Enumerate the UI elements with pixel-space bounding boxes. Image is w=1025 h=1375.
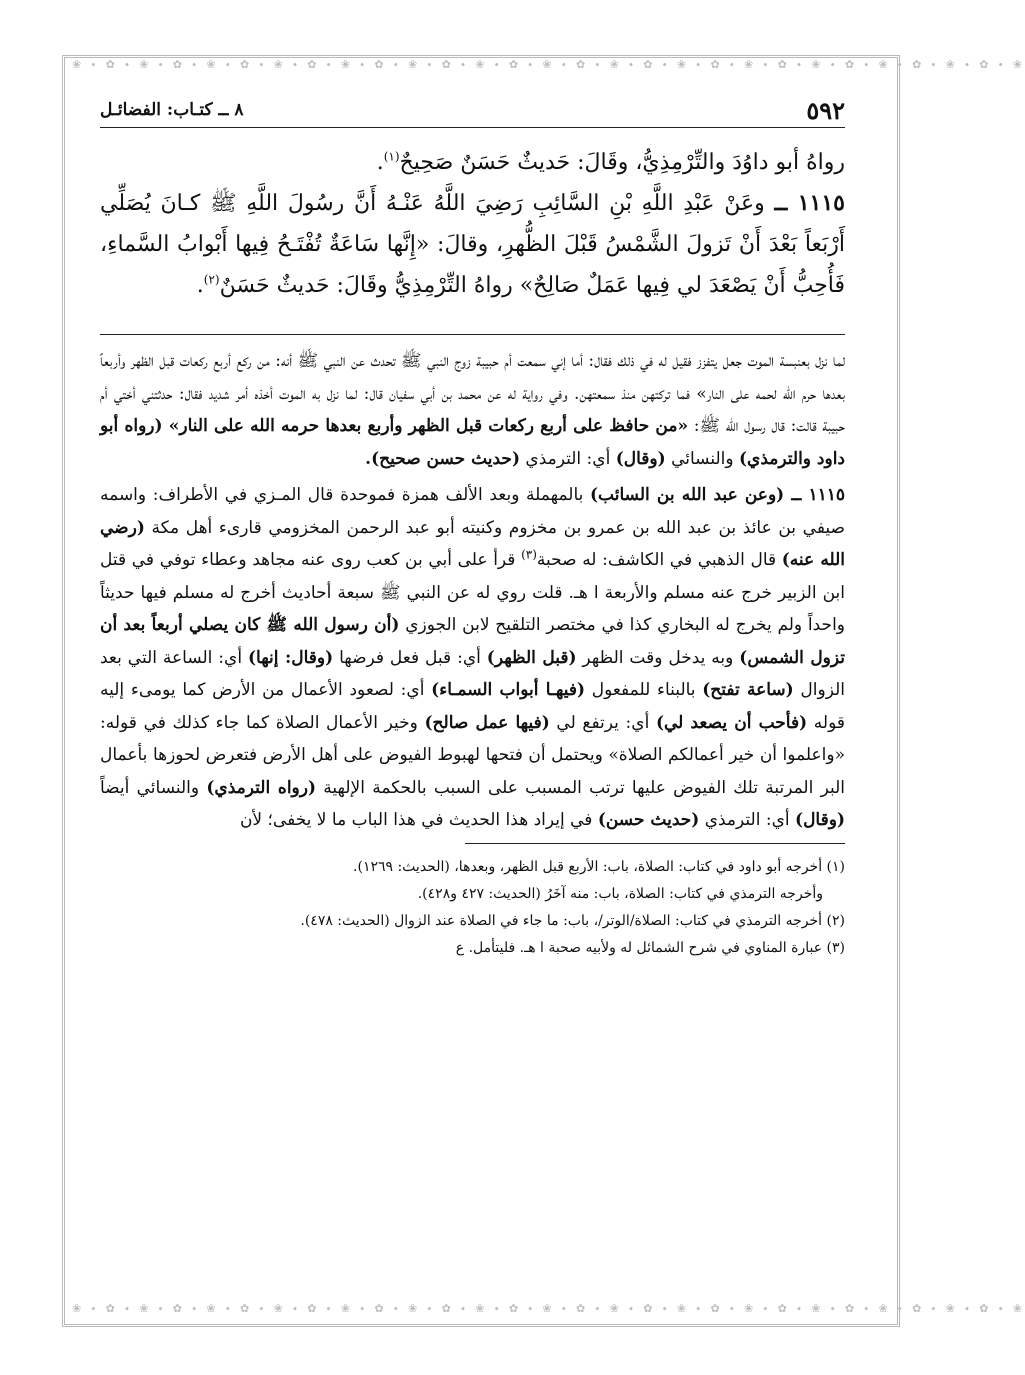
c2a: ١١١٥ ــ (وعن عبد الله بن السائب) bbox=[590, 485, 845, 505]
main-line-1-end: . bbox=[376, 150, 384, 175]
c2w: أي: الترمذي bbox=[704, 810, 790, 830]
footnote-ref-1[interactable]: (١) bbox=[383, 149, 400, 164]
c2p: (فأحب أن يصعد لي) bbox=[655, 712, 808, 733]
c2j: (وقال: إنها) bbox=[248, 647, 334, 668]
c2l: (ساعة تفتح) bbox=[702, 680, 794, 700]
hadith-number: ١١١٥ ــ bbox=[774, 190, 845, 216]
c2o: أي: لصعود الأعمال من الأرض كما يومىء إليه قوله bbox=[100, 680, 845, 733]
c2u: والنسائي أيضاً bbox=[100, 777, 200, 798]
footnote-separator bbox=[465, 843, 845, 844]
c2v: (وقال) bbox=[795, 810, 845, 830]
footnotes bbox=[100, 854, 845, 962]
hadith-text: وعَنْ عَبْدِ اللَّهِ بْنِ السَّائِبِ رَضِيَ اللَّهُ عَنْـهُ أَنَّ رسُولَ اللَّهِ ﷺ كـانَ يُصَلِّي أَرْبَعاً بَعْدَ أَنْ تَزولَ الشَّمْسُ قَبْلَ الظُّهرِ، وقالَ: «إِنَّها سَاعَةٌ تُفْتَـحُ فِيها أَبْوابُ السَّماءِ، فَأُحِبُّ أَنْ يَصْعَدَ لي فِيها عَمَلٌ صَالِحٌ» رواهُ التِّرْمِذِيُّ وقَالَ: حَديثٌ حَسَنٌ bbox=[100, 191, 845, 298]
c1a: لما نزل بعنبسة الموت جعل يتفزز فقيل له في ذلك فقال: أما إني سمعت أم حبيبة زوج النبي ﷺ تحدث عن النبي ﷺ أنه: من ركع أربع ركعات قبل الظهر وأربعاً بعدها حرم الله لحمه على النار» فما تركتهن منذ سمعتهن. وفي رواية له عن محمد بن أبي سفيان قال: لما نزل به الموت أخذه أمر شديد فقال: حدثتني أختي أم حبيبة قالت: قال رسول الله ﷺ: bbox=[100, 351, 846, 436]
main-line-1-text: رواهُ أبو داوُدَ والتِّرْمِذِيُّ، وقَالَ: حَديثٌ حَسَنٌ صَحِيحٌ bbox=[399, 150, 845, 175]
c2i: أي: قبل فعل فرضها bbox=[339, 647, 481, 668]
c1e: أي: الترمذي bbox=[525, 448, 611, 469]
footnote-1-continued: وأخرجه الترمذي في كتاب: الصلاة، باب: منه آخَرُ (الحديث: ٤٢٧ و٤٢٨). bbox=[417, 885, 823, 902]
c2s: وخير الأعمال الصلاة كما جاء كذلك في قوله: «واعلموا أن خير أعمالكم الصلاة» ويحتمل أن فتحها لهبوط الفيوض على أهل الأرض فتعرض لحوزها بأعمال البر المرتبة تلك الفيوض عليها ترتب المسبب على السبب بالحكمة الإلهية bbox=[100, 712, 845, 798]
c2g: وبه يدخل وقت الظهر bbox=[582, 647, 734, 668]
running-header bbox=[100, 95, 845, 128]
c2n: (فيهـا أبواب السمـاء) bbox=[431, 680, 585, 700]
c2h: (قبل الظهر) bbox=[486, 647, 577, 668]
c2m: بالبناء للمفعول bbox=[591, 680, 696, 700]
bottom-ornament-border: ❀ ∙ ✿ ∙ ❀ ∙ ✿ ∙ ❀ ∙ ✿ ∙ ❀ ∙ ✿ ∙ ❀ ∙ ✿ ∙ ❀ ∙ ✿ ∙ ❀ ∙ ✿ ∙ ❀ ∙ ✿ ∙ ❀ ∙ ✿ ∙ ❀ ∙ ✿ ∙ ❀ ∙ ✿ ∙ ❀ ∙ ✿ ∙ ❀ ∙ ✿ ∙ ❀ ∙ ✿ ∙ ❀ bbox=[72, 1302, 1025, 1315]
page-content bbox=[100, 95, 845, 962]
c2f: (أن رسول الله ﷺ كان يصلي أربعاً بعد أن تزول الشمس) bbox=[100, 615, 845, 668]
c1b: «من حافظ على أربع ركعات قبل الظهر وأربع بعدها حرمه الله على النار» (رواه أبو داود والترمذي) bbox=[100, 416, 845, 469]
book-title: ٨ ــ كتـاب: الفضائـل bbox=[100, 100, 244, 120]
hadith-main-text bbox=[100, 142, 845, 306]
footnote-ref-3[interactable]: (٣) bbox=[521, 547, 537, 562]
c2e: قرأ على أبي بن كعب روى عنه مجاهد وعطاء توفي في قتل ابن الزبير خرج عنه مسلم والأربعة ا هـ. قلت روي له عن النبي ﷺ سبعة أحاديث أخرج له مسلم فيها حديثاً واحداً ولم يخرج له البخاري كذا في مختصر التلقيح لابن الجوزي bbox=[100, 550, 846, 635]
c2q: أي: يرتفع لي bbox=[556, 712, 650, 733]
commentary bbox=[100, 345, 845, 837]
page-number: ٥٩٢ bbox=[806, 95, 845, 125]
c2t: (رواه الترمذي) bbox=[206, 777, 317, 798]
top-ornament-border: ❀ ∙ ✿ ∙ ❀ ∙ ✿ ∙ ❀ ∙ ✿ ∙ ❀ ∙ ✿ ∙ ❀ ∙ ✿ ∙ ❀ ∙ ✿ ∙ ❀ ∙ ✿ ∙ ❀ ∙ ✿ ∙ ❀ ∙ ✿ ∙ ❀ ∙ ✿ ∙ ❀ ∙ ✿ ∙ ❀ ∙ ✿ ∙ ❀ ∙ ✿ ∙ ❀ ∙ ✿ ∙ ❀ bbox=[72, 58, 1025, 71]
c2k: أي: الساعة التي بعد الزوال bbox=[100, 647, 845, 700]
c2x: (حديث حسن) bbox=[597, 810, 700, 830]
commentary-para-2 bbox=[100, 479, 845, 837]
main-line-1 bbox=[100, 142, 845, 183]
c2r: (فيها عمل صالح) bbox=[424, 712, 550, 733]
c1c: والنسائي bbox=[671, 448, 734, 469]
hadith-end: . bbox=[196, 273, 204, 298]
footnote-1: (١) أخرجه أبو داود في كتاب: الصلاة، باب: الأربع قبل الظهر، وبعدها، (الحديث: ١٢٦٩). bbox=[353, 858, 845, 875]
c1d: (وقال) bbox=[615, 448, 666, 469]
c2b: بالمهملة وبعد الألف همزة فموحدة قال المـزي في الأطراف: واسمه صيفي بن عائذ بن عبد الله بن عمرو بن مخزوم وكنيته أبو عبد الرحمن المخزومي قارىء أهل مكة bbox=[100, 485, 845, 538]
footnote-2: (٢) أخرجه الترمذي في كتاب: الصلاة/الوتر/، باب: ما جاء في الصلاة عند الزوال (الحديث: ٤٧٨). bbox=[300, 912, 845, 929]
footnote-ref-2[interactable]: (٢) bbox=[203, 272, 220, 287]
commentary-para-1 bbox=[100, 345, 845, 475]
c1f: (حديث حسن صحيح). bbox=[365, 448, 520, 469]
c2y: في إيراد هذا الحديث في هذا الباب ما لا يخفى؛ لأن bbox=[239, 810, 593, 830]
hadith-1115 bbox=[100, 183, 845, 306]
text-commentary-divider bbox=[100, 334, 845, 335]
c2c: (رضي الله عنه) bbox=[100, 517, 845, 570]
footnote-3: (٣) عبارة المناوي في شرح الشمائل له ولأبيه صحبة ا هـ. فليتأمل. ع bbox=[455, 939, 845, 956]
c2d: قال الذهبي في الكاشف: له صحبة bbox=[536, 550, 777, 570]
